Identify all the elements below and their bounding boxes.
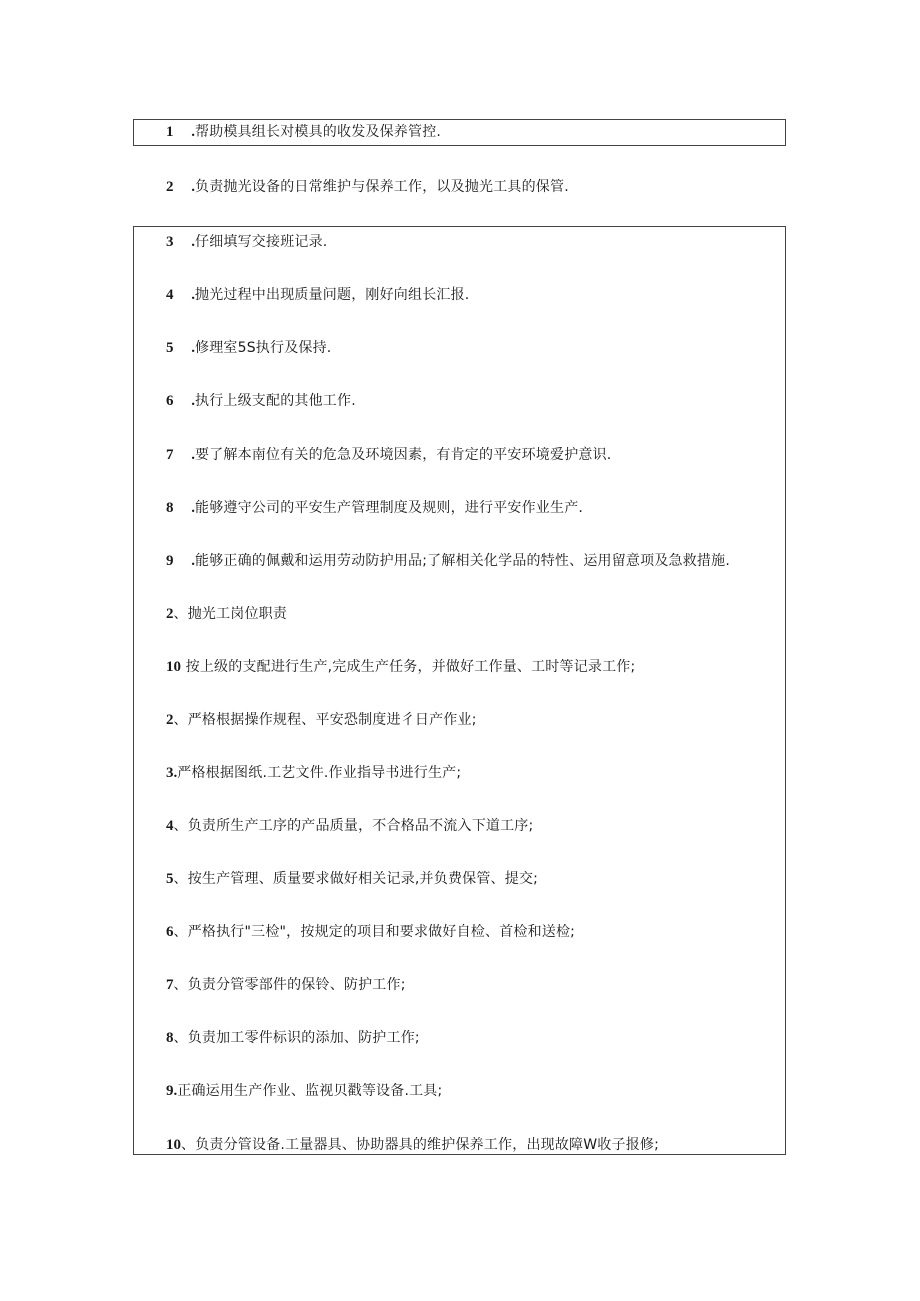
item-number: 7 xyxy=(166,447,174,463)
item-text: 、按生产管理、质量要求做好相关记录,并负费保管、提交; xyxy=(173,871,539,887)
item-separator: . xyxy=(187,179,195,195)
item-text: 抛光过程中出现质量问题，刚好向组长汇报. xyxy=(195,287,470,303)
item-number: 1 xyxy=(166,124,174,140)
item-text: 修理室5S执行及保持. xyxy=(195,340,332,356)
item-number: 3 xyxy=(166,234,174,250)
item-number: 3. xyxy=(166,765,178,781)
item-number: 5 xyxy=(166,871,174,887)
item-separator: . xyxy=(187,553,195,569)
duty-item xyxy=(166,339,331,357)
item-number: 7 xyxy=(166,977,174,993)
section-heading xyxy=(166,605,287,623)
item-number: 8 xyxy=(166,1030,174,1046)
item-number: 10 xyxy=(166,1137,181,1153)
duty-item xyxy=(166,499,583,517)
item-separator: . xyxy=(187,124,195,140)
item-text: 正确运用生产作业、监视贝戳等设备.工具; xyxy=(177,1083,443,1099)
item-text: 帮助模具组长对模具的收发及保养管控. xyxy=(195,124,442,140)
item-text: 执行上级支配的其他工作. xyxy=(195,393,356,409)
duty-item xyxy=(166,552,730,570)
item-text: 负责抛光设备的日常维护与保养工作，以及抛光工具的保管. xyxy=(195,179,569,195)
content-frame xyxy=(133,226,786,1155)
duty-item xyxy=(166,446,611,464)
item-text: 仔细填写交接班记录. xyxy=(195,234,328,250)
duty-item xyxy=(166,976,406,994)
item-text: 、严格根据操作规程、平安恐制度进彳日产作业; xyxy=(173,712,477,728)
item-number: 5 xyxy=(166,340,174,356)
item-number: 9 xyxy=(166,553,174,569)
duty-item xyxy=(166,286,469,304)
item-text: 、负责所生产工序的产品质量，不合格品不流入下道工序; xyxy=(173,818,534,834)
duty-item xyxy=(166,233,327,251)
item-number: 10 xyxy=(166,659,181,675)
item-separator: . xyxy=(187,500,195,516)
item-separator: . xyxy=(187,393,195,409)
duty-item xyxy=(166,711,477,729)
duty-item xyxy=(166,123,441,141)
duty-item xyxy=(166,1029,420,1047)
item-number: 9. xyxy=(166,1083,178,1099)
duty-item xyxy=(166,392,356,410)
item-text: 要了解本南位有关的危急及环境因素，有肯定的平安环境爱护意识. xyxy=(195,447,612,463)
item-number: 6 xyxy=(166,393,174,409)
item-separator: . xyxy=(187,287,195,303)
item-number: 8 xyxy=(166,500,174,516)
duty-item xyxy=(166,870,538,888)
item-text: 、负责加工零件标识的添加、防护工作; xyxy=(173,1030,420,1046)
item-number: 4 xyxy=(166,287,174,303)
duty-item xyxy=(166,178,569,196)
item-number: 2 xyxy=(166,179,174,195)
duty-item xyxy=(166,658,635,676)
item-text: 按上级的支配进行生产,完成生产任务，并做好工作量、工时等记录工作; xyxy=(181,659,636,675)
item-text: 、负责分管零部件的保铃、防护工作; xyxy=(173,977,406,993)
duty-item xyxy=(166,817,533,835)
item-text: 、严格执行"三检"，按规定的项目和要求做好自检、首检和送检; xyxy=(173,924,576,940)
item-text: 、负责分管设备.工量器具、协助器具的维护保养工作，出现故障W收子报修; xyxy=(181,1137,660,1153)
item-number: 6 xyxy=(166,924,174,940)
item-text: 能够正确的佩戴和运用劳动防护用品;了解相关化学品的特性、运用留意项及急救措施. xyxy=(195,553,730,569)
item-text: 能够遵守公司的平安生产管理制度及规则，进行平安作业生产. xyxy=(195,500,584,516)
item-separator: . xyxy=(187,234,195,250)
item-text: 严格根据图纸.工艺文件.作业指导书进行生产; xyxy=(177,765,462,781)
heading-text: 、抛光工岗位职责 xyxy=(173,606,288,622)
duty-item xyxy=(166,1082,442,1100)
duty-item xyxy=(166,764,461,782)
item-separator: . xyxy=(187,447,195,463)
item-number: 2 xyxy=(166,712,174,728)
duty-item xyxy=(166,1136,659,1154)
heading-number: 2 xyxy=(166,606,174,622)
duty-item xyxy=(166,923,575,941)
item-separator: . xyxy=(187,340,195,356)
item-number: 4 xyxy=(166,818,174,834)
